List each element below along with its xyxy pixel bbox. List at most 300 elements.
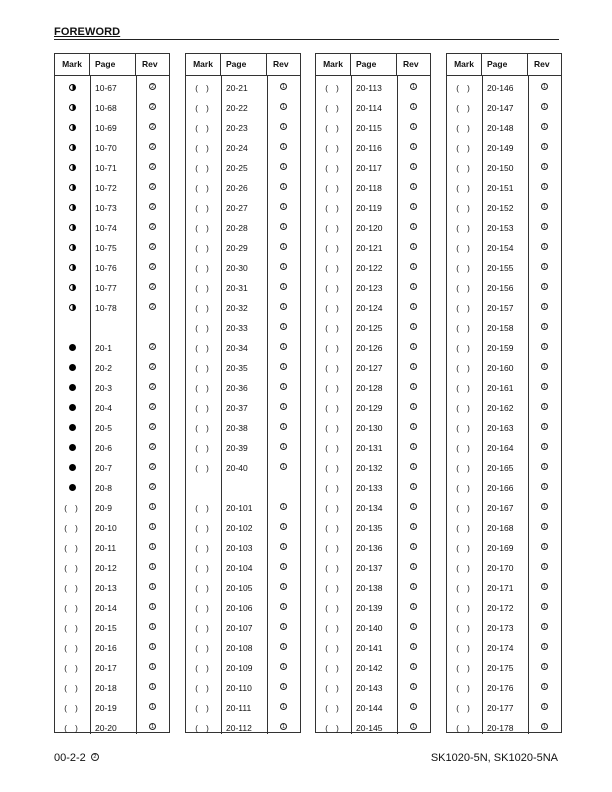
mark-parentheses [447, 598, 482, 618]
rev-number-badge: 2 [149, 363, 156, 370]
page-number: 20-26 [226, 183, 248, 193]
rev-cell [267, 698, 300, 718]
mark-parentheses [316, 298, 351, 318]
page-number: 20-33 [226, 323, 248, 333]
mark-parentheses [186, 258, 221, 278]
rev-cell [136, 258, 169, 278]
mark-parentheses [447, 118, 482, 138]
page-number: 20-148 [487, 123, 514, 133]
table-row [55, 218, 169, 238]
mark-parentheses [316, 138, 351, 158]
half-filled-circle-icon [69, 204, 76, 211]
mark-parentheses-text: ( ) [64, 524, 81, 533]
table-row [447, 378, 561, 398]
page-number: 20-141 [356, 643, 383, 653]
rev-number-badge: 1 [410, 563, 417, 570]
mark-parentheses [447, 438, 482, 458]
mark-parentheses [316, 418, 351, 438]
filled-circle-icon [69, 384, 76, 391]
page-number: 20-114 [356, 103, 382, 113]
rev-number-badge: 1 [280, 103, 287, 110]
page-number: 20-158 [487, 323, 514, 333]
mark-parentheses [186, 378, 221, 398]
rev-number-badge: 2 [149, 443, 156, 450]
rev-number-badge: 1 [541, 303, 548, 310]
page-number: 20-5 [95, 423, 113, 433]
rev-number-badge: 1 [410, 643, 417, 650]
page-number: 20-122 [356, 263, 383, 273]
half-filled-circle-icon [69, 164, 76, 171]
mark-parentheses [186, 118, 221, 138]
page-number: 20-20 [95, 723, 117, 733]
mark-parentheses [186, 198, 221, 218]
table-row [316, 258, 430, 278]
table-row [55, 98, 169, 118]
table-row [447, 338, 561, 358]
rev-cell [136, 378, 169, 398]
mark-parentheses-text: ( ) [456, 604, 473, 613]
mark-parentheses-text: ( ) [456, 684, 473, 693]
page-number: 20-169 [487, 543, 514, 553]
table-row [447, 298, 561, 318]
table-row [55, 158, 169, 178]
page-number: 10-73 [95, 203, 117, 213]
mark-half-circle-icon [55, 98, 90, 118]
mark-parentheses [447, 318, 482, 338]
page-number: 20-149 [487, 143, 514, 153]
rev-cell [397, 258, 430, 278]
mark-parentheses [316, 198, 351, 218]
table-row [447, 618, 561, 638]
mark-parentheses-text: ( ) [195, 104, 212, 113]
rev-number-badge: 2 [149, 343, 156, 350]
mark-parentheses [316, 178, 351, 198]
table-row [447, 498, 561, 518]
table-row [186, 138, 300, 158]
rev-cell [528, 358, 561, 378]
rev-cell [136, 518, 169, 538]
page-number: 20-108 [226, 643, 253, 653]
page-number: 20-165 [487, 463, 514, 473]
page-number: 20-160 [487, 363, 514, 373]
page-number: 20-21 [226, 83, 248, 93]
table-row [447, 258, 561, 278]
mark-parentheses-text: ( ) [456, 364, 473, 373]
header-rev: Rev [534, 59, 550, 69]
rev-number-badge: 1 [410, 703, 417, 710]
mark-parentheses [447, 238, 482, 258]
rev-cell [528, 478, 561, 498]
mark-parentheses-text: ( ) [64, 604, 81, 613]
rev-cell [528, 578, 561, 598]
mark-parentheses-text: ( ) [325, 204, 342, 213]
rev-number-badge: 1 [541, 703, 548, 710]
mark-parentheses-text: ( ) [456, 424, 473, 433]
page-number: 20-22 [226, 103, 248, 113]
mark-parentheses [316, 398, 351, 418]
page-number: 20-14 [95, 603, 117, 613]
table-row [55, 278, 169, 298]
rev-number-badge: 1 [541, 723, 548, 730]
table-row [186, 338, 300, 358]
mark-parentheses-text: ( ) [195, 344, 212, 353]
page-title: FOREWORD [54, 26, 121, 38]
mark-parentheses [186, 318, 221, 338]
table-row [316, 138, 430, 158]
rev-number-badge: 1 [541, 623, 548, 630]
mark-parentheses-text: ( ) [325, 304, 342, 313]
rev-number-badge: 1 [280, 503, 287, 510]
filled-circle-icon [69, 344, 76, 351]
mark-parentheses-text: ( ) [456, 324, 473, 333]
mark-parentheses-text: ( ) [195, 304, 212, 313]
page-number: 20-137 [356, 563, 383, 573]
mark-parentheses [316, 658, 351, 678]
mark-parentheses-text: ( ) [195, 544, 212, 553]
page-number: 20-119 [356, 203, 382, 213]
page-number: 20-121 [356, 243, 383, 253]
rev-cell [267, 658, 300, 678]
mark-parentheses [186, 218, 221, 238]
mark-parentheses [186, 358, 221, 378]
rev-number-badge: 1 [280, 543, 287, 550]
mark-parentheses [55, 718, 90, 738]
mark-parentheses [447, 298, 482, 318]
rev-cell [136, 698, 169, 718]
rev-cell [528, 678, 561, 698]
rev-cell [136, 78, 169, 98]
rev-cell [267, 218, 300, 238]
rev-cell [267, 598, 300, 618]
mark-parentheses-text: ( ) [195, 224, 212, 233]
rev-number-badge: 1 [280, 343, 287, 350]
table-row [55, 438, 169, 458]
mark-parentheses-text: ( ) [64, 644, 81, 653]
table-row [447, 458, 561, 478]
page-number: 20-178 [487, 723, 514, 733]
rev-cell [267, 258, 300, 278]
table-row [316, 498, 430, 518]
rev-number-badge: 1 [541, 203, 548, 210]
rev-number-badge: 1 [410, 303, 417, 310]
mark-filled-dot-icon [55, 438, 90, 458]
rev-number-badge: 1 [410, 243, 417, 250]
footer-page-label: 00-2-2 [54, 752, 86, 764]
half-filled-circle-icon [69, 144, 76, 151]
mark-parentheses-text: ( ) [456, 264, 473, 273]
mark-parentheses-text: ( ) [456, 384, 473, 393]
mark-parentheses [316, 458, 351, 478]
rev-cell [267, 98, 300, 118]
mark-parentheses [316, 158, 351, 178]
rev-cell [136, 678, 169, 698]
rev-number-badge: 1 [410, 443, 417, 450]
page-number: 20-157 [487, 303, 514, 313]
page-number: 20-40 [226, 463, 248, 473]
rev-number-badge: 2 [149, 283, 156, 290]
mark-parentheses [447, 618, 482, 638]
table-row [55, 638, 169, 658]
table-row [447, 698, 561, 718]
page-number: 20-172 [487, 603, 514, 613]
table-header-row [186, 54, 300, 76]
rev-number-badge: 1 [280, 583, 287, 590]
table-row [186, 98, 300, 118]
mark-parentheses-text: ( ) [325, 164, 342, 173]
rev-cell [267, 338, 300, 358]
mark-parentheses [186, 458, 221, 478]
mark-parentheses-text: ( ) [456, 344, 473, 353]
mark-half-circle-icon [55, 198, 90, 218]
rev-number-badge: 1 [280, 83, 287, 90]
table-row [55, 518, 169, 538]
rev-cell [528, 718, 561, 738]
rev-number-badge: 1 [541, 83, 548, 90]
page-number: 20-120 [356, 223, 383, 233]
rev-cell [397, 98, 430, 118]
rev-number-badge: 1 [410, 183, 417, 190]
rev-cell [397, 278, 430, 298]
header-mark: Mark [316, 54, 351, 75]
rev-cell [267, 238, 300, 258]
table-row [447, 658, 561, 678]
table-row [447, 678, 561, 698]
rev-number-badge: 1 [410, 523, 417, 530]
mark-parentheses [447, 378, 482, 398]
page-number: 20-107 [226, 623, 253, 633]
mark-parentheses [186, 618, 221, 638]
rev-cell [528, 518, 561, 538]
rev-cell [397, 418, 430, 438]
mark-parentheses-text: ( ) [325, 224, 342, 233]
mark-parentheses-text: ( ) [64, 704, 81, 713]
table-row [316, 278, 430, 298]
rev-cell [528, 238, 561, 258]
page-number: 20-104 [226, 563, 253, 573]
header-page: Page [482, 54, 528, 75]
mark-parentheses [316, 478, 351, 498]
mark-filled-dot-icon [55, 478, 90, 498]
mark-parentheses-text: ( ) [456, 144, 473, 153]
rev-number-badge: 2 [149, 163, 156, 170]
mark-parentheses-text: ( ) [325, 124, 342, 133]
mark-parentheses-text: ( ) [195, 604, 212, 613]
mark-parentheses [316, 118, 351, 138]
table-row [186, 238, 300, 258]
page-number: 10-67 [95, 83, 117, 93]
page-number: 20-128 [356, 383, 383, 393]
mark-parentheses-text: ( ) [195, 524, 212, 533]
rev-number-badge: 1 [541, 563, 548, 570]
table-row [316, 698, 430, 718]
mark-parentheses-text: ( ) [456, 304, 473, 313]
mark-parentheses-text: ( ) [195, 704, 212, 713]
rev-number-badge: 1 [410, 723, 417, 730]
table-row [186, 638, 300, 658]
table-row [186, 578, 300, 598]
mark-parentheses [316, 678, 351, 698]
rev-number-badge: 1 [149, 703, 156, 710]
rev-cell [528, 118, 561, 138]
rev-cell [528, 318, 561, 338]
table-row [55, 718, 169, 738]
page-number: 20-155 [487, 263, 514, 273]
rev-cell [267, 198, 300, 218]
rev-number-badge: 1 [410, 663, 417, 670]
rev-number-badge: 1 [541, 123, 548, 130]
page-number: 20-34 [226, 343, 248, 353]
page-number: 10-78 [95, 303, 117, 313]
table-row [447, 178, 561, 198]
mark-parentheses [186, 438, 221, 458]
rev-cell [136, 278, 169, 298]
mark-parentheses [316, 718, 351, 738]
rev-cell [267, 638, 300, 658]
filled-circle-icon [69, 404, 76, 411]
page-number: 20-102 [226, 523, 253, 533]
table-row [55, 538, 169, 558]
mark-half-circle-icon [55, 78, 90, 98]
page-number: 20-3 [95, 383, 113, 393]
rev-number-badge: 1 [149, 663, 156, 670]
mark-parentheses-text: ( ) [64, 624, 81, 633]
page-number: 20-166 [487, 483, 514, 493]
mark-half-circle-icon [55, 238, 90, 258]
table-row [447, 138, 561, 158]
mark-parentheses-text: ( ) [195, 424, 212, 433]
rev-number-badge: 1 [541, 263, 548, 270]
rev-number-badge: 1 [149, 523, 156, 530]
table-row [447, 98, 561, 118]
rev-number-badge: 1 [410, 163, 417, 170]
table-row [186, 318, 300, 338]
rev-cell [136, 138, 169, 158]
rev-number-badge: 1 [149, 683, 156, 690]
mark-parentheses [55, 518, 90, 538]
revision-table-3 [315, 53, 431, 733]
mark-parentheses [186, 538, 221, 558]
rev-number-badge: 1 [149, 583, 156, 590]
mark-parentheses-text: ( ) [456, 284, 473, 293]
table-row [316, 658, 430, 678]
page-number: 20-156 [487, 283, 514, 293]
table-row [186, 618, 300, 638]
rev-number-badge: 1 [280, 203, 287, 210]
page-number: 20-144 [356, 703, 383, 713]
rev-cell [397, 458, 430, 478]
rev-cell [397, 678, 430, 698]
mark-half-circle-icon [55, 178, 90, 198]
table-row [55, 338, 169, 358]
mark-filled-dot-icon [55, 338, 90, 358]
table-row [186, 658, 300, 678]
rev-cell [267, 678, 300, 698]
mark-parentheses-text: ( ) [195, 164, 212, 173]
rev-number-badge: 2 [149, 143, 156, 150]
page-number: 20-39 [226, 443, 248, 453]
rev-cell [528, 598, 561, 618]
mark-parentheses-text: ( ) [64, 564, 81, 573]
mark-parentheses-text: ( ) [325, 384, 342, 393]
page-number: 20-25 [226, 163, 248, 173]
table-row [316, 598, 430, 618]
table-row [55, 678, 169, 698]
page-number: 20-140 [356, 623, 383, 633]
rev-number-badge: 1 [541, 283, 548, 290]
table-row [447, 398, 561, 418]
table-row [316, 78, 430, 98]
table-row [55, 458, 169, 478]
mark-filled-dot-icon [55, 418, 90, 438]
mark-parentheses-text: ( ) [456, 464, 473, 473]
page-number: 20-10 [95, 523, 117, 533]
rev-cell [267, 438, 300, 458]
mark-half-circle-icon [55, 218, 90, 238]
mark-parentheses [447, 678, 482, 698]
table-row [316, 438, 430, 458]
mark-parentheses [55, 638, 90, 658]
rev-number-badge: 1 [280, 603, 287, 610]
rev-number-badge: 1 [541, 423, 548, 430]
table-header-row [55, 54, 169, 76]
rev-number-badge: 1 [280, 383, 287, 390]
page-number: 20-147 [487, 103, 514, 113]
page-number: 20-8 [95, 483, 113, 493]
table-row [55, 198, 169, 218]
mark-parentheses-text: ( ) [456, 404, 473, 413]
page-number: 20-131 [356, 443, 383, 453]
table-row [55, 498, 169, 518]
rev-number-badge: 1 [280, 723, 287, 730]
table-row [186, 458, 300, 478]
rev-number-badge: 1 [149, 603, 156, 610]
table-row [447, 318, 561, 338]
rev-cell [528, 398, 561, 418]
table-row [55, 478, 169, 498]
rev-cell [397, 178, 430, 198]
mark-parentheses [55, 618, 90, 638]
rev-number-badge: 1 [410, 123, 417, 130]
rev-cell [267, 318, 300, 338]
mark-parentheses [447, 458, 482, 478]
page-number: 20-31 [226, 283, 248, 293]
mark-parentheses-text: ( ) [325, 644, 342, 653]
mark-parentheses-text: ( ) [195, 504, 212, 513]
table-body [186, 76, 300, 734]
mark-half-circle-icon [55, 138, 90, 158]
mark-half-circle-icon [55, 258, 90, 278]
table-row [316, 238, 430, 258]
page-number: 20-136 [356, 543, 383, 553]
mark-parentheses [316, 598, 351, 618]
filled-circle-icon [69, 444, 76, 451]
rev-cell [528, 298, 561, 318]
rev-number-badge: 1 [541, 323, 548, 330]
mark-parentheses [186, 698, 221, 718]
mark-parentheses [447, 418, 482, 438]
table-row [186, 118, 300, 138]
table-row [447, 278, 561, 298]
rev-cell [136, 598, 169, 618]
table-row [316, 578, 430, 598]
rev-cell [397, 138, 430, 158]
rev-number-badge: 1 [280, 683, 287, 690]
rev-number-badge: 2 [149, 383, 156, 390]
table-row [316, 218, 430, 238]
page-number: 20-174 [487, 643, 514, 653]
mark-parentheses [316, 698, 351, 718]
mark-parentheses-text: ( ) [325, 244, 342, 253]
